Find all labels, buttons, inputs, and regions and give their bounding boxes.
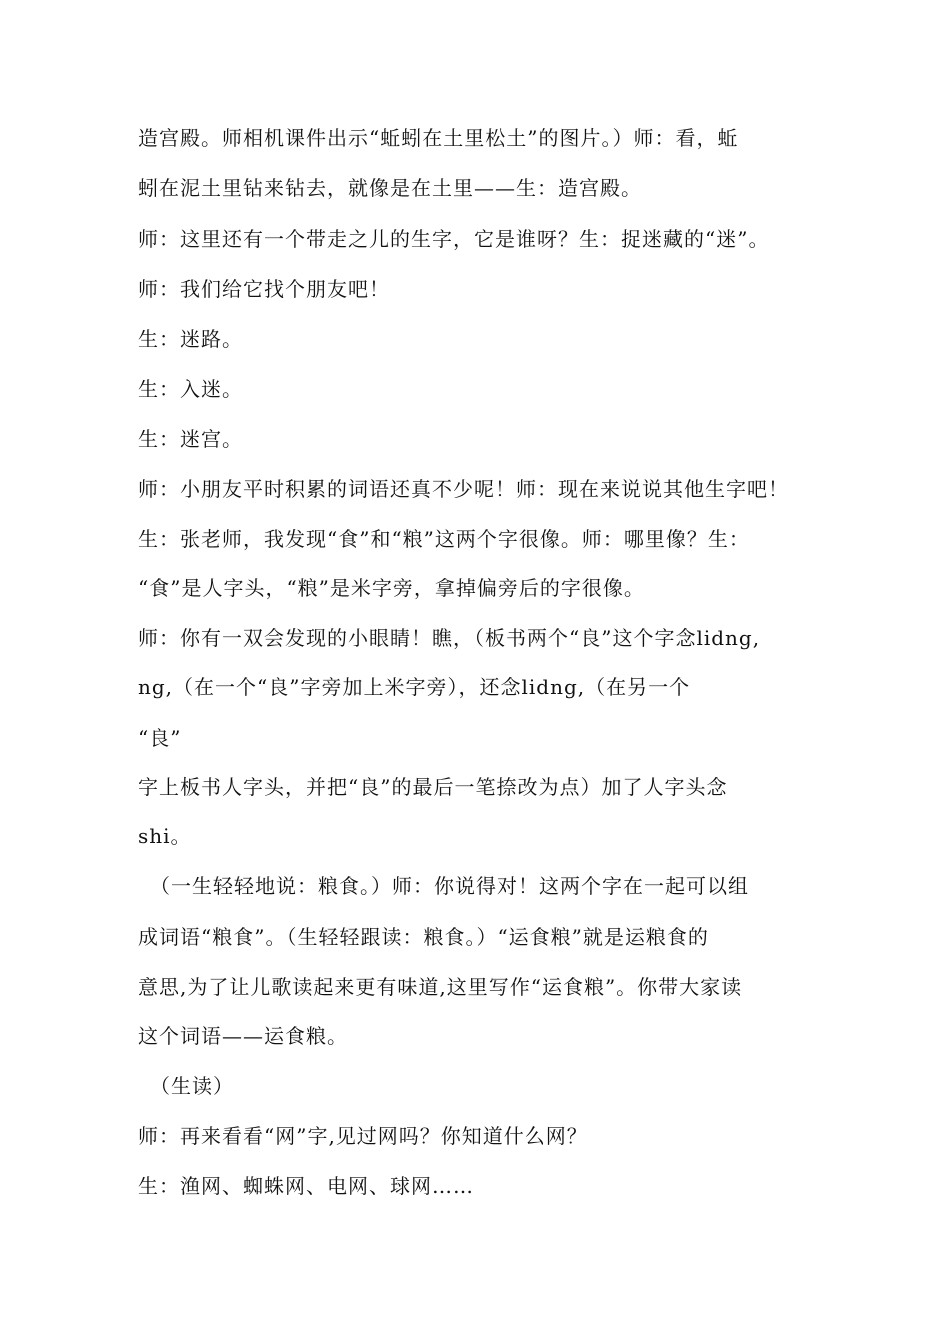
text-line: 字上板书人字头，并把“良”的最后一笔捺改为点）加了人字头念 [138, 775, 728, 799]
text-line: 成词语“粮食”。（生轻轻跟读：粮食。）“运食粮”就是运粮食的 [138, 925, 709, 949]
text-line: 师：你有一双会发现的小眼睛！瞧，（板书两个“良”这个字念lidng, [138, 626, 761, 650]
text-line: 师：我们给它找个朋友吧！ [138, 277, 390, 301]
text-line: 师：这里还有一个带走之儿的生字，它是谁呀？生：捉迷藏的“迷”。 [138, 227, 770, 251]
text-line: （生读） [150, 1074, 234, 1098]
text-line: 生：迷宫。 [138, 427, 243, 451]
text-line: shi。 [138, 824, 192, 848]
text-line: 造宫殿。师相机课件出示“蚯蚓在土里松土”的图片。）师：看，蚯 [138, 126, 739, 150]
text-line: 师：再来看看“网”字,见过网吗？你知道什么网？ [138, 1124, 588, 1148]
text-line: （一生轻轻地说：粮食。）师：你说得对！这两个字在一起可以组 [150, 874, 749, 898]
text-line: 蚓在泥土里钻来钻去，就像是在土里——生：造宫殿。 [138, 176, 642, 200]
text-line: 师：小朋友平时积累的词语还真不少呢！师：现在来说说其他生字吧！ [138, 477, 789, 501]
text-line: 生：入迷。 [138, 377, 243, 401]
text-line: ng,（在一个“良”字旁加上米字旁），还念lidng,（在另一个 [138, 675, 691, 699]
text-line: 这个词语——运食粮。 [138, 1024, 348, 1048]
text-line: “良” [138, 726, 182, 750]
text-line: 生：张老师，我发现“食”和“粮”这两个字很像。师：哪里像？生： [138, 527, 750, 551]
text-line: “食”是人字头，“粮”是米字旁，拿掉偏旁后的字很像。 [138, 576, 645, 600]
text-line: 生：渔网、蜘蛛网、电网、球网…… [138, 1174, 474, 1198]
text-line: 意思,为了让儿歌读起来更有味道,这里写作“运食粮”。你带大家读 [138, 975, 743, 999]
text-line: 生：迷路。 [138, 327, 243, 351]
